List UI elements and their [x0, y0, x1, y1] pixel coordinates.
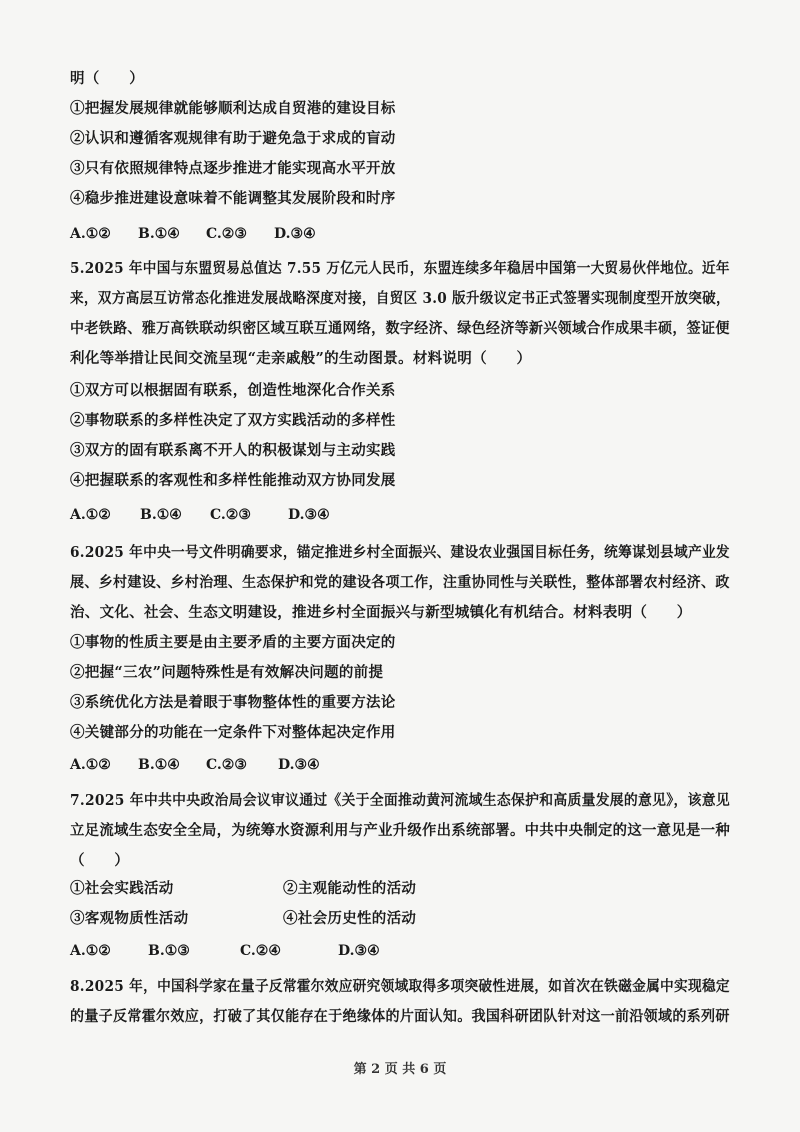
q6-option-b: B.①④ — [138, 757, 180, 773]
q6-item-1: ①事物的性质主要是由主要矛盾的主要方面决定的 — [70, 634, 396, 651]
q4-item-3: ③只有依照规律特点逐步推进才能实现高水平开放 — [70, 160, 396, 177]
q8-stem-line-2: 的量子反常霍尔效应，打破了其仅能存在于绝缘体的片面认知。我国科研团队针对这一前沿领域的系列研 — [70, 1008, 730, 1025]
q4-option-c: C.②③ — [206, 226, 247, 242]
q4-option-b: B.①④ — [138, 226, 180, 242]
q4-item-1: ①把握发展规律就能够顺利达成自贸港的建设目标 — [70, 100, 396, 117]
q5-item-3: ③双方的固有联系离不开人的积极谋划与主动实践 — [70, 442, 396, 459]
q5-option-b: B.①④ — [140, 507, 182, 523]
q5-stem-line-4: 利化等举措让民间交流呈现“走亲戚般”的生动图景。材料说明（ ） — [70, 350, 532, 367]
q8-stem-line-1: 8.2025 年，中国科学家在量子反常霍尔效应研究领域取得多项突破性进展，如首次在铁磁金属中实现稳定 — [70, 978, 730, 995]
q5-item-1: ①双方可以根据固有联系，创造性地深化合作关系 — [70, 382, 396, 399]
q6-item-4: ④关键部分的功能在一定条件下对整体起决定作用 — [70, 724, 396, 741]
q5-item-2: ②事物联系的多样性决定了双方实践活动的多样性 — [70, 412, 396, 429]
q6-stem-line-2: 展、乡村建设、乡村治理、生态保护和党的建设各项工作，注重协同性与关联性，整体部署农村经济、政 — [70, 574, 730, 591]
q4-item-2: ②认识和遵循客观规律有助于避免急于求成的盲动 — [70, 130, 396, 147]
q7-stem-line-3: （ ） — [70, 852, 130, 869]
q5-option-a: A.①② — [70, 507, 111, 523]
q7-item-1: ①社会实践活动 — [70, 880, 174, 897]
q4-item-4: ④稳步推进建设意味着不能调整其发展阶段和时序 — [70, 190, 396, 207]
q6-stem-line-3: 治、文化、社会、生态文明建设，推进乡村全面振兴与新型城镇化有机结合。材料表明（ ） — [70, 604, 692, 621]
q4-stem-tail: 明（ ） — [70, 70, 144, 87]
q6-option-c: C.②③ — [206, 757, 247, 773]
q5-option-c: C.②③ — [210, 507, 251, 523]
q7-item-3: ③客观物质性活动 — [70, 910, 189, 927]
q4-option-a: A.①② — [70, 226, 111, 242]
q5-stem-line-2: 来，双方高层互访常态化推进发展战略深度对接，自贸区 3.0 版升级议定书正式签署实现制度型开放突破， — [70, 290, 730, 307]
q5-item-4: ④把握联系的客观性和多样性能推动双方协同发展 — [70, 472, 396, 489]
q6-item-2: ②把握“三农”问题特殊性是有效解决问题的前提 — [70, 664, 384, 681]
q7-option-b: B.①③ — [148, 943, 190, 959]
q7-option-d: D.③④ — [338, 943, 380, 959]
q7-stem-line-2: 立足流域生态安全全局，为统筹水资源利用与产业升级作出系统部署。中共中央制定的这一意见是一种 — [70, 822, 731, 839]
q5-options — [70, 506, 330, 524]
q6-stem-line-1: 6.2025 年中央一号文件明确要求，锚定推进乡村全面振兴、建设农业强国目标任务，统筹谋划县域产业发 — [70, 544, 730, 561]
q6-option-d: D.③④ — [278, 757, 320, 773]
q7-option-c: C.②④ — [240, 943, 281, 959]
q7-items-row-1 — [70, 880, 730, 898]
q6-item-3: ③系统优化方法是着眼于事物整体性的重要方法论 — [70, 694, 396, 711]
q6-option-a: A.①② — [70, 757, 111, 773]
q5-stem-line-3: 中老铁路、雅万高铁联动织密区域互联互通网络，数字经济、绿色经济等新兴领域合作成果丰硕，签证便 — [70, 320, 730, 337]
q5-option-d: D.③④ — [288, 507, 330, 523]
q6-options — [70, 756, 320, 774]
q7-stem-line-1: 7.2025 年中共中央政治局会议审议通过《关于全面推动黄河流域生态保护和高质量发展的意见》，该意见 — [70, 792, 730, 809]
q7-option-a: A.①② — [70, 943, 111, 959]
q5-stem-line-1: 5.2025 年中国与东盟贸易总值达 7.55 万亿元人民币，东盟连续多年稳居中国第一大贸易伙伴地位。近年 — [70, 260, 730, 277]
q4-options — [70, 225, 316, 243]
q7-item-4: ④社会历史性的活动 — [283, 910, 417, 927]
page-footer: 第 2 页 共 6 页 — [353, 1062, 447, 1077]
q7-items-row-2 — [70, 910, 730, 928]
q7-item-2: ②主观能动性的活动 — [283, 880, 417, 897]
q4-option-d: D.③④ — [274, 226, 316, 242]
q7-options — [70, 942, 380, 960]
